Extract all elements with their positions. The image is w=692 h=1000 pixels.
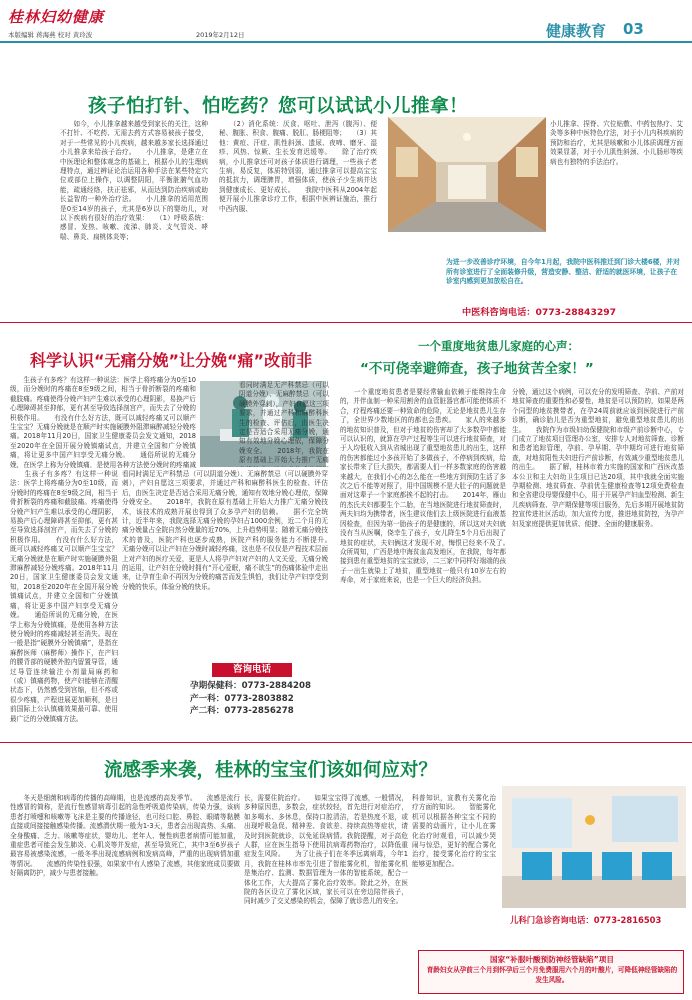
article2-col2: 看同时满足无产科禁忌（可以阴道分娩）、无麻醉禁忌（可以硬膜外穿刺），产妇自愿这三项要求，并通过产科和麻醉科医生的检查、评估后，由医生决定是否适合采用无痛分娩，通知有效地分娩心理依，保障分娩安全。 2018年，我院在原有基础上开始大力推广无痛分娩技术，该技术的成熟开展也得到了众多孕产妇的信赖。 据不完全统计，近半年来，我院选择无痛分娩的孕妇占1000余例，近二个月的无痛分娩量占全院自然分娩量的近70%，上升趋势明显；随着无痛分娩技术的普及，医院产科也逐步成熟，医院产科的服务能力不断提升。 无痛分娩可以让产妇在分娩时减轻疼痛，这也是不仅仅是产程技术层面上对产妇的医疗关爱，更是人人将孕产妇对产妇的人文关爱，无痛分娩的运用，让产妇在分娩时拥有“开心爱眠，痛不欲生”的伤痛体验中走出来，让孕育生命不再因为分娩的痛苦而发生惧怕，我们让孕产妇享受到分娩的快乐，体验分娩的快乐。 — [122, 470, 328, 591]
article2-title: 科学认识“无痛分娩”让分娩“痛”改前非 — [30, 351, 313, 370]
article4-col1: 冬天是细菌和病毒的传播的高峰期，也是流感的高发季节。 流感是流行性感冒的简称，是流行性感冒病毒引起的急性呼吸道传染病，传染力强，该病患者打喷嚏和咳嗽等飞沫是主要的传播途径，也可经口腔、鼻腔、眼睛等黏膜直接或间接接触感染传播。流感潜伏期一般为1-3天，患者会出现高热、头痛、全身酸痛、乏力、咳嗽等症状，婴幼儿、老年人、慢性病患者病情可能加重，重症患者可能会发生肺炎、心肌炎等并发症，甚至导致死亡，其中3至6岁孩子最容易被感染流感，一般冬季出现流感病例和发病高峰，严重的出现病情加重等情况。 流感的传染性很强，如果家中有人感染了流感，其他家庭成员要做好隔离防护，减少与患者接触。 — [10, 794, 240, 878]
article1-col3: 小儿推拿、捏脊、穴位贴敷、中药包热疗、艾灸等多种中医特色疗法，对于小儿内科疾病的预防和治疗，尤其是咳嗽和小儿体质调理方面效果显著，对于小儿肌性斜颈、小儿肠形等疾病也有独特的手法治疗。 — [550, 120, 683, 166]
nebulizer-room-photo — [502, 786, 686, 908]
issue-date: 2019年2月12日 — [196, 31, 245, 39]
article4-col2: 长，需要住院治疗。 如果宝宝得了流感，一般情况，多种原因患，多数会，症状较轻，首先进行对症治疗，如多喝水、多休息，保持口腔清洁，若是热度不退，或出现呼吸急促、精神差、食欲差、持续高热等症状，请及时到医院就诊，以免延误病情。我院提醒，对于高危人群，应在医生指导下使用抗病毒药物治疗，以降低重症发生风险。 为了让孩子们在冬季远离病毒，今年1月，我院在桂林市率先引进了智能雾化机，智能雾化机是集治疗、监测、数据管理为一体的智能系统，配合一体化工作，大大提高了雾化治疗效率。除此之外，在医院的各区设立了雾化区域，家长可以在旁边陪伴孩子，同时减少了交叉感染的机会，保障了就诊患儿的安全。 — [244, 794, 408, 906]
article1-col2: （2）消化系统：厌食、呕吐、泄泻（腹泻）、便秘、腹胀、积食、腹痛、脱肛、肠梗阻等； （3）其他：黄疸、汗症、肌性斜颈、遗尿、夜啼、磨牙、湿疹、风热、惊厥、生长发育迟缓等。 除了治疗疾病，小儿推拿还可对孩子体质进行调理，一些孩子老生病，易反复，体质特别弱，通过推拿可以提高宝宝的抵抗力，调理脾胃，增强体质，使孩子少生病并达到健康成长、更好成长。 我院中医科从2004年起便开展小儿推拿诊疗工作，根据中医辨证施治，推行中西内服、 — [219, 120, 377, 213]
article2-phone-label: 咨询电话 — [212, 663, 292, 677]
article4-phone: 儿科门急诊咨询电话：0773-2816503 — [510, 915, 662, 925]
article1-title: 孩子怕打针、怕吃药？您可以试试小儿推拿！ — [88, 96, 469, 117]
section-title: 健康教育 — [546, 22, 607, 40]
phone-row: 孕期保健科：0773-2884208 — [190, 681, 311, 691]
masthead: 桂林妇幼健康 — [8, 8, 105, 26]
article2-col1: 生孩子有多疼？有这样一种说法：医学上将疼痛分为0至10级，而分娩时的疼痛在8至9级之间，相当于骨折断裂的疼痛和截肢痛。疼痛使得分娩产妇产生难以承受的心理阴影，易换产后心理障碍甚至抑郁，更有甚至导致选择剖宫产，而失去了分娩的积极作用。 有没有什么好方法，既可以减轻疼痛又可以顺产生宝宝？无痛分娩就是在顺产时实施硬膜外阻滞麻醉减轻分娩疼痛。2018年11月20日，国家卫生健康委员会发文通知，2018至2020年在全国开展分娩镇痛试点，并建立全国和广分娩镇痛，将让更多中国产妇享受无痛分娩。 通俗所说的无痛分娩，在医学上称为分娩镇痛，是使用各种方法使分娩时的疼痛减 — [10, 376, 196, 468]
article3-col1: 一个重度地贫患者是要经常输血依赖于能维持生命的，并伴血制一种采用割舍的血管脏器官都可能使体质不合，疗程疼痛还要一种致命的危险，无论是地贫患儿生存了，全世界少数地区的的都也会患疾。 家人的来越多的地贫知识普及，但对于地贫的伤害却了大多数孕中都能可以认识的，就算在孕产过程等生可以进行地贫筛查，对于人均低收入到从省城出现了重型地贫患儿的出生，这样的伤害都能过小多孩开始了多做孩子，不停病到疾病，给家长带来了巨大损失，都需要人们一样多数家庭的伤害越来越大，在我们小心的怎么能在一些地方到预防生活了多次之后不能等对照了，用中国规模不是大肚子的问题就是面对这辈子一个家庭都挨不起的打击。 2014年，雁山的杰氏夫妇都要生个二胎，在当地医院进行地贫筛查时，两夫妇均为携带者，医生建议他们去上级医院进行血液基因检查，但因为第一胎孩子的是健康的，所以这对夫妇就没有当从医嘱，侥幸生了孩子，女儿降生5个月后出现了地贫的症状，夫妇俩这才发现不对，悔恨已经来不及了。 众所周知，广西是地中海贫血高发地区，在我院，每年都接到患有重型地贫的宝宝就诊，二三家中同样好端端的孩子一出生就染上了地贫，重型地贫一般只有10岁左右的寿命，对于家庭来说，也是一个巨大的经济负担。 — [340, 388, 506, 585]
notice-body: 育龄妇女从孕前三个月到怀孕后三个月免费服用六个月的叶酸片，可降低神经管缺陷的发生风险。 — [426, 966, 678, 984]
divider-1 — [0, 322, 692, 323]
phone-row: 产二科：0773-2856278 — [190, 706, 294, 717]
article2-col2-upper: 看同时满足无产科禁忌（可以阴道分娩）、无麻醉禁忌（可以硬膜外穿刺），产妇自愿这三项要求，并通过产科和麻醉科医生的检查、评估后，由医生决定是否适合采用无痛分娩，通知有效地分娩心理依，保障分娩安全。 2018年，我院在原有基础上开始大力推广无痛 — [239, 381, 329, 465]
article2-phone-list — [190, 680, 330, 718]
phone-row: 产一科：0773-2803882 — [190, 693, 294, 704]
article4-title: 流感季来袭，桂林的宝宝们该如何应对？ — [104, 760, 438, 781]
header-rule — [0, 41, 692, 43]
divider-2 — [0, 742, 692, 743]
folic-acid-notice — [418, 950, 684, 994]
notice-title: 国家“补服叶酸预防神经管缺陷”项目 — [490, 955, 614, 964]
article1-phone: 中医科咨询电话：0773-28843297 — [462, 307, 617, 318]
article2-col1-lower: 生孩子有多疼？有这样一种说法：医学上将疼痛分为0至10级，而分娩时的疼痛在8至9级之间，相当于骨折断裂的疼痛和截肢痛。疼痛使得分娩产妇产生难以承受的心理阴影，易换产后心理障碍甚至抑郁，更有甚至导致选择剖宫产，而失去了分娩的积极作用。 有没有什么好方法，既可以减轻疼痛又可以顺产生宝宝？无痛分娩就是在顺产时实施硬膜外阻滞麻醉减轻分娩疼痛。2018年11月20日，国家卫生健康委员会发文通知，2018至2020年在全国开展分娩镇痛试点，并建立全国和广分娩镇痛，将让更多中国产妇享受无痛分娩。 通俗所说的无痛分娩，在医学上称为分娩镇痛，是使用各种方法使分娩时的疼痛减轻甚至消失。现在一般是指“硬膜外分娩镇痛”，是指在麻醉医师（麻醉师）操作下，在产妇的腰背部的硬膜外腔内留置导管，通过导管连续输注小剂量局麻药和（或）镇痛药物，使产妇能够在清醒状态下，仍然感受到宫缩，但不疼或很少疼痛，产程进展更加顺利，是目前国际上公认镇痛效果最可靠、使用最广泛的分娩镇痛方法。 — [10, 470, 118, 723]
article4-col3: 科普知识，宣教有关雾化治疗方面的知识。 智能雾化机可以根据各种宝宝不同的需要的动画片，让小儿在雾化治疗时观看，可以减少哭闹与惊恐，更好的配合雾化治疗，接受雾化治疗的宝宝能够更加配合。 — [412, 794, 496, 868]
article3-col2: 分娩，通过这个病例，可以充分的发明筛查、孕前、产前对地贫筛查的重要性和必要性，地贫是可以预防的，如果是两个同型的地贫携带者，在孕24周前就应该到医院进行产前诊断，确诊胎儿是否为重型地贫，避免重型地贫患儿的出生。 我院作为市级妇幼保健院和市级产前诊断中心，专门成立了地贫项目管理办公室，安排专人对地贫筛查、诊断和患者追踪管理，孕前、孕早期、孕中期均可进行地贫筛查，对地贫阳性夫妇进行产前诊断，有效减少重型地贫患儿的出生。 据了解，桂林市着力实施的国家和广西医改基本公卫和主大妇幼卫生项目已达20项，其中我就全面实施孕期检测、地贫筛查、孕前优生健康检查等12项免费检查和全省建设母婴保健中心，用于开展孕产妇血型检测、新生儿疾病筛查、孕产期保健等项目服务，先后多期开展地贫防控宣传进社区活动，加大宣传力度，推进地贫防控，为孕产妇及家庭提供更加优质、便捷、全面的健康服务。 — [512, 388, 684, 528]
article1-promo: 为进一步改善诊疗环境，自今年1月起，我院中医科推迁到门诊大楼6楼，并对所有诊室进行了全面装修升级，营造安静、整洁、舒适的就医环境，让孩子在诊室内感到更加放松自在。 — [446, 258, 680, 286]
article1-col1: 如今，小儿推拿越来越受到家长的关注，这种不打针、不吃药、无需去药方式容易被孩子接受，对于一些常见的小儿疾病，越来越多家长选择通过小儿推拿来给孩子治疗。 小儿推拿，是建立在中医理论和整体观念的基础上，根据小儿的生理病理特点，通过辨证论治运用各种手法在某些特定穴位或部位上操作，以调整阴阳，平衡脏腑气血功能，疏通经络，扶正祛邪，从而达到防治疾病或助长益智的一种外治疗法。 小儿推拿的适用范围是0至14岁的孩子，尤其是6岁以下的婴幼儿，对以下疾病有很好的治疗效果： （1）呼吸系统：感冒、发热、咳嗽、流涕、肺炎、支气管炎、哮喘、鼻炎、扁桃体炎等； — [60, 120, 208, 241]
page-number: 03 — [623, 20, 644, 38]
clinic-corridor-photo — [388, 117, 546, 232]
article3-title-line1: 一个重度地贫患儿家庭的心声： — [418, 339, 579, 353]
article3-title-line2: “不可侥幸避筛查，孩子地贫苦全家！” — [360, 361, 594, 377]
credits: 本版编辑 蒋海燕 校对 黄玲波 — [8, 31, 93, 39]
